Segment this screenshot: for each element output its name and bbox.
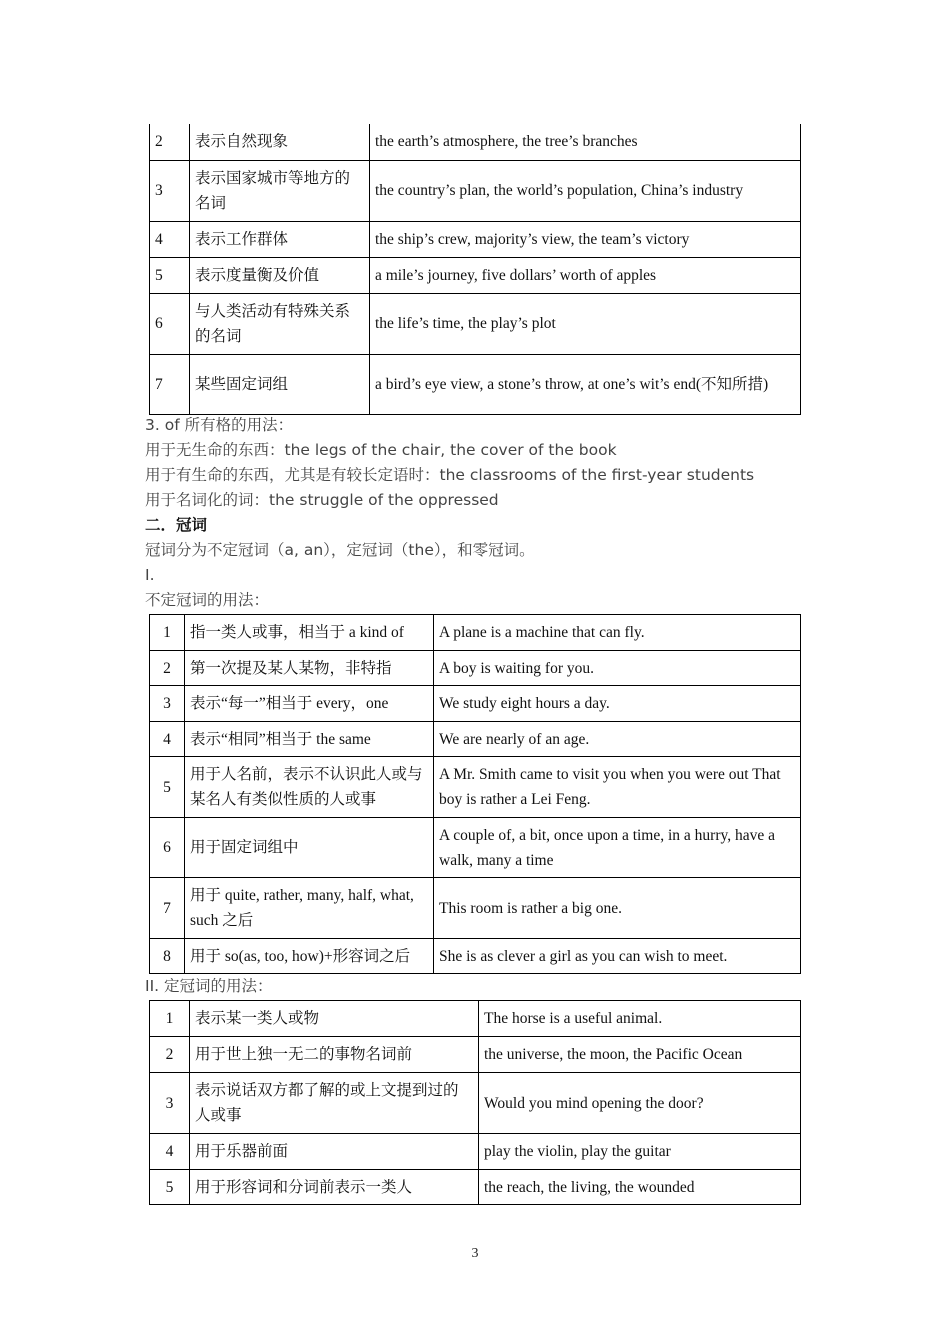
- definite-article-table: [149, 1000, 801, 1205]
- of-usage-line-1: 用于无生命的东西：the legs of the chair, the cover of the book: [145, 441, 617, 459]
- article-intro: 冠词分为不定冠词（a, an），定冠词（the），和零冠词。: [145, 541, 535, 559]
- usage-cell: 表示自然现象: [190, 124, 370, 160]
- table-row: [150, 1001, 801, 1037]
- table-row: [150, 124, 801, 160]
- row-number: 3: [150, 686, 185, 722]
- possessive-usage-table: [149, 124, 801, 415]
- example-cell: the earth’s atmosphere, the tree’s branches: [370, 124, 801, 160]
- page-number: 3: [471, 1246, 479, 1261]
- example-cell: a bird’s eye view, a stone’s throw, at one’s wit’s end(不知所措): [370, 354, 801, 414]
- table-row: [150, 615, 801, 651]
- table-row: [150, 722, 801, 757]
- table-row: [150, 1134, 801, 1170]
- row-number: 2: [150, 124, 190, 160]
- table-row: [150, 757, 801, 818]
- row-number: 1: [150, 1001, 190, 1037]
- row-number: 4: [150, 221, 190, 257]
- table-row: [150, 221, 801, 257]
- definite-article-heading: II. 定冠词的用法：: [145, 977, 273, 995]
- example-cell: the life’s time, the play’s plot: [370, 293, 801, 354]
- table-row: [150, 1073, 801, 1134]
- of-usage-line-3: 用于名词化的词：the struggle of the oppressed: [145, 491, 499, 509]
- row-number: 1: [150, 615, 185, 651]
- example-cell: We are nearly of an age.: [434, 722, 801, 757]
- usage-cell: 表示说话双方都了解的或上文提到过的人或事: [190, 1073, 479, 1134]
- usage-cell: 表示国家城市等地方的名词: [190, 160, 370, 221]
- example-cell: We study eight hours a day.: [434, 686, 801, 722]
- usage-cell: 与人类活动有特殊关系的名词: [190, 293, 370, 354]
- example-cell: the country’s plan, the world’s population, China’s industry: [370, 160, 801, 221]
- indefinite-article-table: [149, 614, 801, 974]
- example-cell: a mile’s journey, five dollars’ worth of apples: [370, 257, 801, 293]
- usage-cell: 指一类人或事，相当于 a kind of: [185, 615, 434, 651]
- row-number: 6: [150, 818, 185, 878]
- example-cell: Would you mind opening the door?: [479, 1073, 801, 1134]
- example-cell: A couple of, a bit, once upon a time, in a hurry, have a walk, many a time: [434, 818, 801, 878]
- usage-cell: 表示工作群体: [190, 221, 370, 257]
- example-cell: A boy is waiting for you.: [434, 651, 801, 686]
- row-number: 4: [150, 722, 185, 757]
- example-cell: play the violin, play the guitar: [479, 1134, 801, 1170]
- table-row: [150, 1170, 801, 1205]
- table-row: [150, 878, 801, 939]
- example-cell: A plane is a machine that can fly.: [434, 615, 801, 651]
- row-number: 3: [150, 1073, 190, 1134]
- table-row: [150, 1037, 801, 1073]
- usage-cell: 用于 quite, rather, many, half, what, such 之后: [185, 878, 434, 939]
- row-number: 5: [150, 1170, 190, 1205]
- table-row: [150, 939, 801, 974]
- row-number: 7: [150, 878, 185, 939]
- of-possessive-heading: 3. of 所有格的用法：: [145, 416, 294, 434]
- row-number: 2: [150, 1037, 190, 1073]
- table-row: [150, 686, 801, 722]
- row-number: 6: [150, 293, 190, 354]
- of-usage-line-2: 用于有生命的东西，尤其是有较长定语时：the classrooms of the first-year students: [145, 466, 755, 484]
- usage-cell: 某些固定词组: [190, 354, 370, 414]
- table-row: [150, 293, 801, 354]
- row-number: 3: [150, 160, 190, 221]
- example-cell: A Mr. Smith came to visit you when you were out That boy is rather a Lei Feng.: [434, 757, 801, 818]
- usage-cell: 用于 so(as, too, how)+形容词之后: [185, 939, 434, 974]
- article-section-heading: 二．冠词: [145, 516, 208, 534]
- example-cell: The horse is a useful animal.: [479, 1001, 801, 1037]
- row-number: 8: [150, 939, 185, 974]
- example-cell: She is as clever a girl as you can wish to meet.: [434, 939, 801, 974]
- usage-cell: 表示度量衡及价值: [190, 257, 370, 293]
- usage-cell: 用于固定词组中: [185, 818, 434, 878]
- table-row: [150, 354, 801, 414]
- row-number: 7: [150, 354, 190, 414]
- roman-numeral-one: I.: [145, 566, 155, 584]
- row-number: 5: [150, 757, 185, 818]
- row-number: 2: [150, 651, 185, 686]
- example-cell: the universe, the moon, the Pacific Ocean: [479, 1037, 801, 1073]
- usage-cell: 表示某一类人或物: [190, 1001, 479, 1037]
- table-row: [150, 651, 801, 686]
- indefinite-article-heading: 不定冠词的用法：: [145, 591, 270, 609]
- usage-cell: 用于人名前，表示不认识此人或与某名人有类似性质的人或事: [185, 757, 434, 818]
- usage-cell: 用于乐器前面: [190, 1134, 479, 1170]
- usage-cell: 表示“相同”相当于 the same: [185, 722, 434, 757]
- table-row: [150, 257, 801, 293]
- usage-cell: 用于世上独一无二的事物名词前: [190, 1037, 479, 1073]
- usage-cell: 表示“每一”相当于 every，one: [185, 686, 434, 722]
- usage-cell: 用于形容词和分词前表示一类人: [190, 1170, 479, 1205]
- example-cell: the reach, the living, the wounded: [479, 1170, 801, 1205]
- table-row: [150, 160, 801, 221]
- usage-cell: 第一次提及某人某物，非特指: [185, 651, 434, 686]
- table-row: [150, 818, 801, 878]
- row-number: 5: [150, 257, 190, 293]
- example-cell: This room is rather a big one.: [434, 878, 801, 939]
- example-cell: the ship’s crew, majority’s view, the team’s victory: [370, 221, 801, 257]
- row-number: 4: [150, 1134, 190, 1170]
